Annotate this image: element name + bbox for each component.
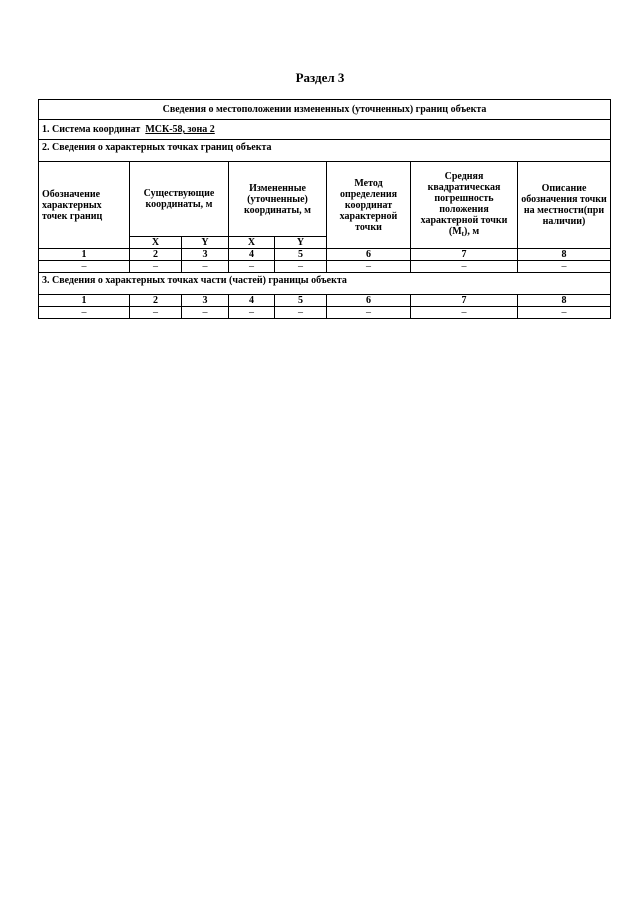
empty-cell: – (518, 307, 611, 319)
section2-label: 2. Сведения о характерных точках границ объекта (39, 140, 611, 162)
header-description: Описание обозначения точки на местности(при наличии) (518, 162, 611, 249)
empty-cell: – (327, 307, 411, 319)
col-number: 4 (229, 249, 275, 261)
empty-cell: – (39, 307, 130, 319)
col-number: 3 (182, 249, 229, 261)
header-changed: Измененные (уточненные) координаты, м (229, 162, 327, 237)
col-number: 7 (411, 295, 518, 307)
col-number: 3 (182, 295, 229, 307)
col-number: 2 (130, 249, 182, 261)
empty-cell: – (39, 261, 130, 273)
empty-cell: – (518, 261, 611, 273)
empty-cell: – (327, 261, 411, 273)
empty-cell: – (411, 307, 518, 319)
col-number: 6 (327, 295, 411, 307)
col-number: 8 (518, 249, 611, 261)
empty-cell: – (130, 307, 182, 319)
empty-cell: – (275, 261, 327, 273)
header-changed-x: X (229, 237, 275, 249)
coord-system-label: 1. Система координат (42, 124, 141, 135)
empty-cell: – (130, 261, 182, 273)
section3-label: 3. Сведения о характерных точках части (частей) границы объекта (39, 273, 611, 295)
col-number: 8 (518, 295, 611, 307)
empty-cell: – (182, 261, 229, 273)
col-number: 2 (130, 295, 182, 307)
col-number: 5 (275, 295, 327, 307)
header-error-pre: Средняя квадратическая погрешность положения характерной точки (M (420, 170, 508, 237)
header-error-post: ), м (463, 225, 480, 237)
header-existing-y: Y (182, 237, 229, 249)
coord-system-value: МСК-58, зона 2 (145, 124, 215, 135)
col-number: 5 (275, 249, 327, 261)
empty-cell: – (182, 307, 229, 319)
empty-cell: – (275, 307, 327, 319)
col-number: 7 (411, 249, 518, 261)
boundary-table (38, 99, 611, 319)
header-error-sub: t (461, 229, 464, 238)
col-number: 6 (327, 249, 411, 261)
empty-cell: – (229, 307, 275, 319)
coord-system-row (39, 120, 611, 140)
header-method: Метод определения координат характерной точки (327, 162, 411, 249)
header-error (411, 162, 518, 249)
col-number: 4 (229, 295, 275, 307)
header-existing: Существующие координаты, м (130, 162, 229, 237)
col-number: 1 (39, 249, 130, 261)
empty-cell: – (229, 261, 275, 273)
section-title: Раздел 3 (295, 70, 345, 85)
col-number: 1 (39, 295, 130, 307)
table-caption: Сведения о местоположении измененных (уточненных) границ объекта (39, 100, 611, 120)
empty-cell: – (411, 261, 518, 273)
header-designation: Обозначение характерных точек границ (39, 162, 130, 249)
header-existing-x: X (130, 237, 182, 249)
header-changed-y: Y (275, 237, 327, 249)
